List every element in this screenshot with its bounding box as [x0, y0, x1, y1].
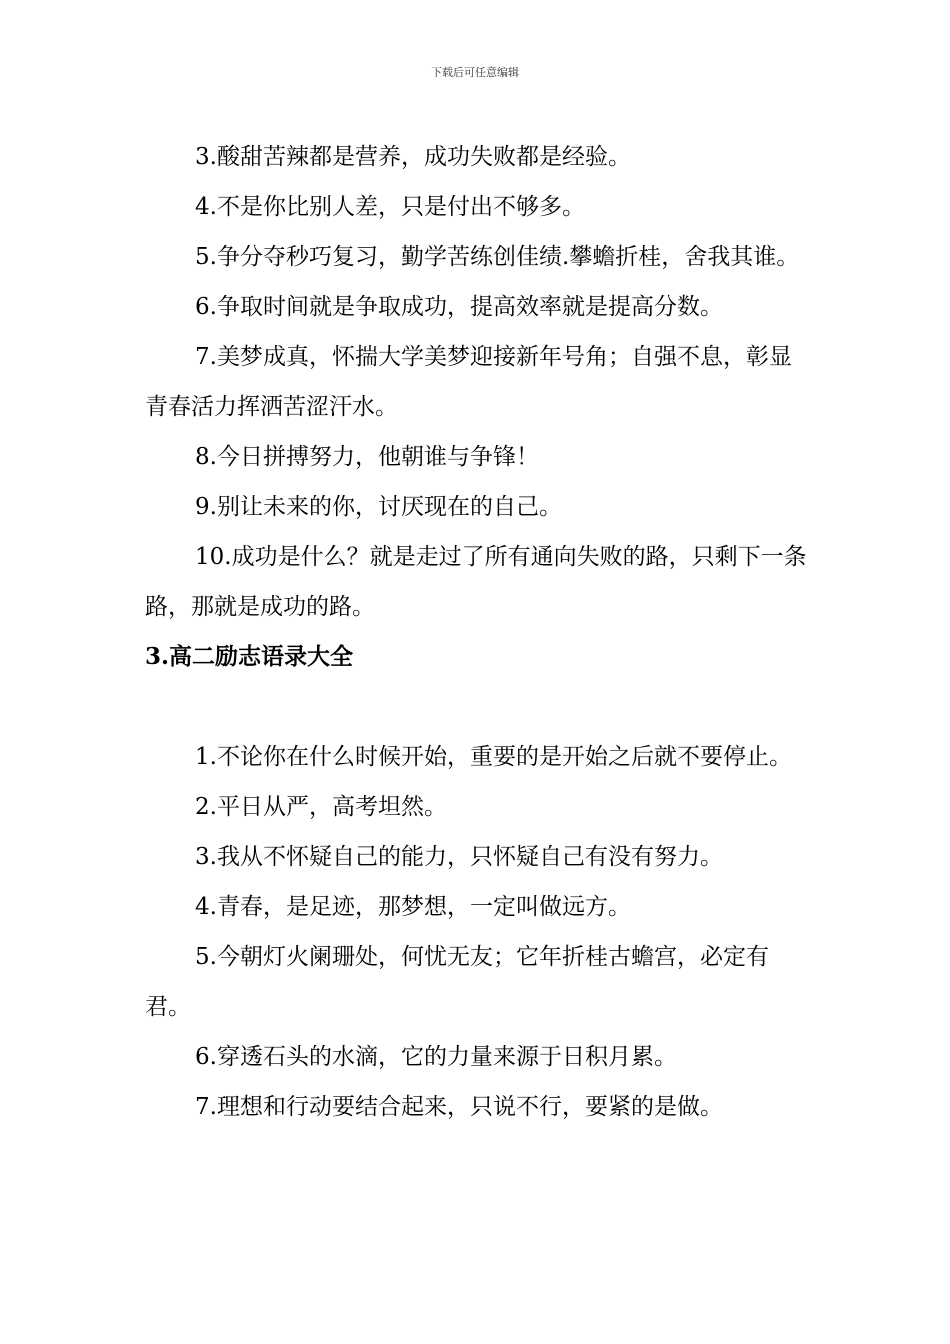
list-item: 3.我从不怀疑自己的能力，只怀疑自己有没有努力。: [195, 844, 723, 870]
list-item: 3.酸甜苦辣都是营养，成功失败都是经验。: [195, 144, 631, 170]
list-item: 8.今日拼搏努力，他朝谁与争锋！: [195, 444, 539, 470]
list-item: 4.青春，是足迹，那梦想，一定叫做远方。: [195, 894, 631, 920]
header-note: 下载后可任意编辑: [431, 66, 519, 79]
section-heading: 3.高二励志语录大全: [145, 643, 354, 670]
list-item: 5.争分夺秒巧复习，勤学苦练创佳绩.攀蟾折桂，舍我其谁。: [195, 244, 800, 270]
list-item: 9.别让未来的你，讨厌现在的自己。: [195, 494, 562, 520]
list-item: 4.不是你比别人差，只是付出不够多。: [195, 194, 585, 220]
list-item: 6.穿透石头的水滴，它的力量来源于日积月累。: [195, 1044, 677, 1070]
list-item: 5.今朝灯火阑珊处，何忧无友；它年折桂古蟾宫，必定有君。: [145, 944, 769, 1020]
list-item: 6.争取时间就是争取成功，提高效率就是提高分数。: [195, 294, 723, 320]
list-item: 7.美梦成真，怀揣大学美梦迎接新年号角；自强不息，彰显青春活力挥洒苦涩汗水。: [145, 344, 792, 420]
list-item: 1.不论你在什么时候开始，重要的是开始之后就不要停止。: [195, 744, 792, 770]
section-spacer: [145, 682, 810, 732]
list-item: 2.平日从严，高考坦然。: [195, 794, 447, 820]
document-body: [145, 132, 810, 1132]
list-item: 7.理想和行动要结合起来，只说不行，要紧的是做。: [195, 1094, 723, 1120]
list-item: 10.成功是什么？就是走过了所有通向失败的路，只剩下一条路，那就是成功的路。: [145, 544, 807, 620]
